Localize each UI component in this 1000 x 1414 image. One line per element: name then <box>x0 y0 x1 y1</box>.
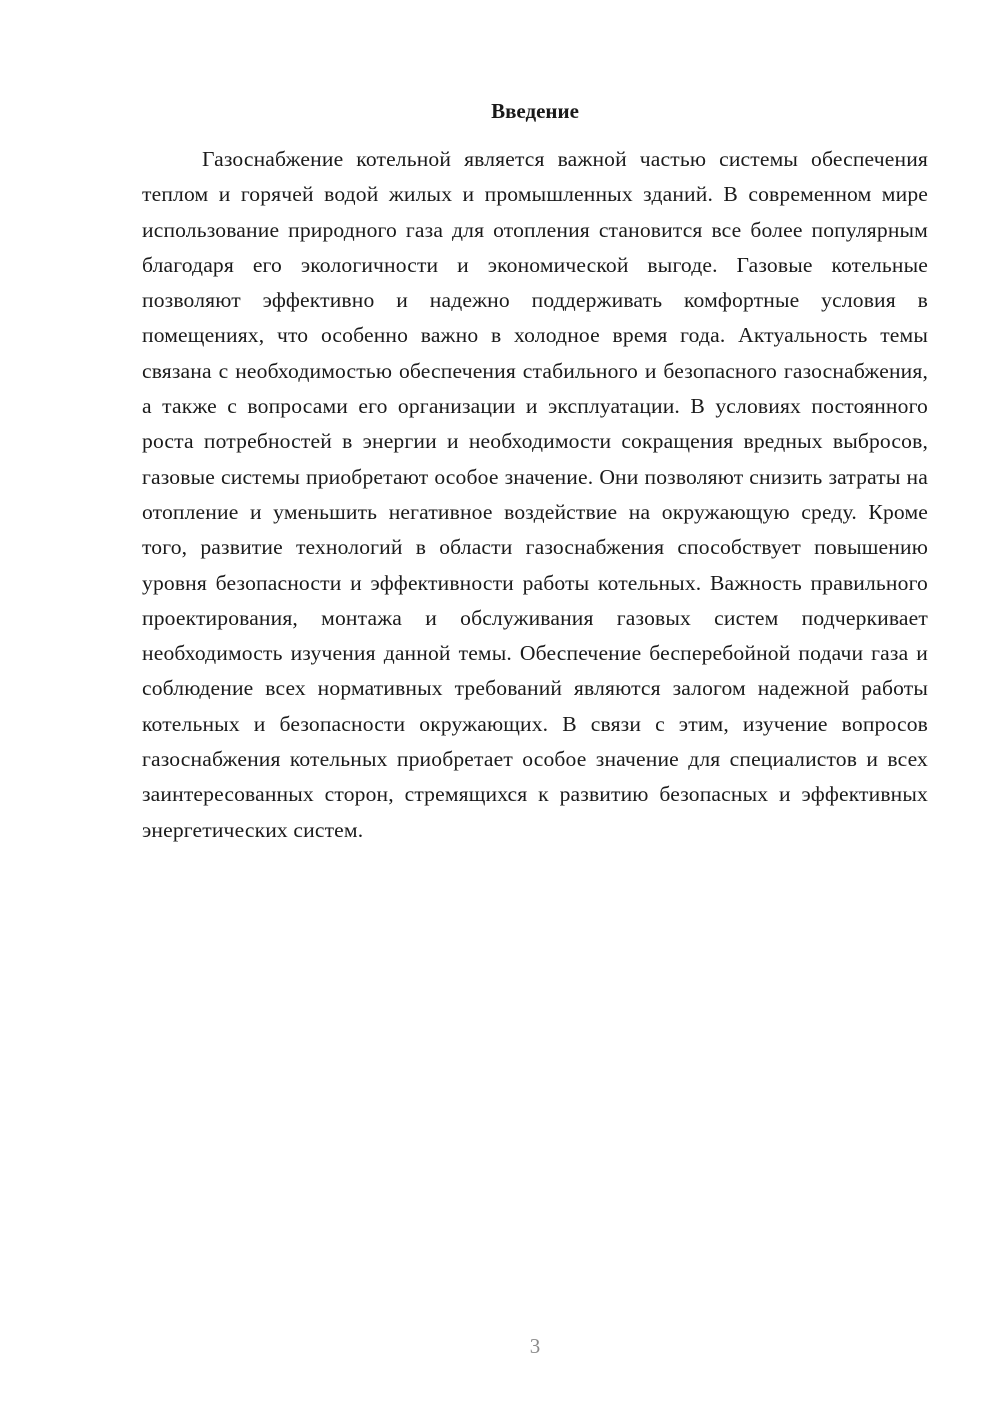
section-heading: Введение <box>491 99 579 123</box>
page-number: 3 <box>529 1334 541 1358</box>
body-paragraph: Газоснабжение котельной является важной частью системы обеспечения теплом и горячей водой жилых и промышленных зданий. В современном мире использование природного газа для отопления становится все более популярным благодаря его экологичности и экономической выгоде. Газовые котельные позволяют эффективно и надежно поддерживать комфортные условия в помещениях, что особенно важно в холодное время года. Актуальность темы связана с необходимостью обеспечения стабильного и безопасного газоснабжения, а также с вопросами его организации и эксплуатации. В условиях постоянного роста потребностей в энергии и необходимости сокращения вредных выбросов, газовые системы приобретают особое значение. Они позволяют снизить затраты на отопление и уменьшить негативное воздействие на окружающую среду. Кроме того, развитие технологий в области газоснабжения способствует повышению уровня безопасности и эффективности работы котельных. Важность правильного проектирования, монтажа и обслуживания газовых систем подчеркивает необходимость изучения данной темы. Обеспечение бесперебойной подачи газа и соблюдение всех нормативных требований являются залогом надежной работы котельных и безопасности окружающих. В связи с этим, изучение вопросов газоснабжения котельных приобретает особое значение для специалистов и всех заинтересованных сторон, стремящихся к развитию безопасных и эффективных энергетических систем. <box>142 147 928 842</box>
